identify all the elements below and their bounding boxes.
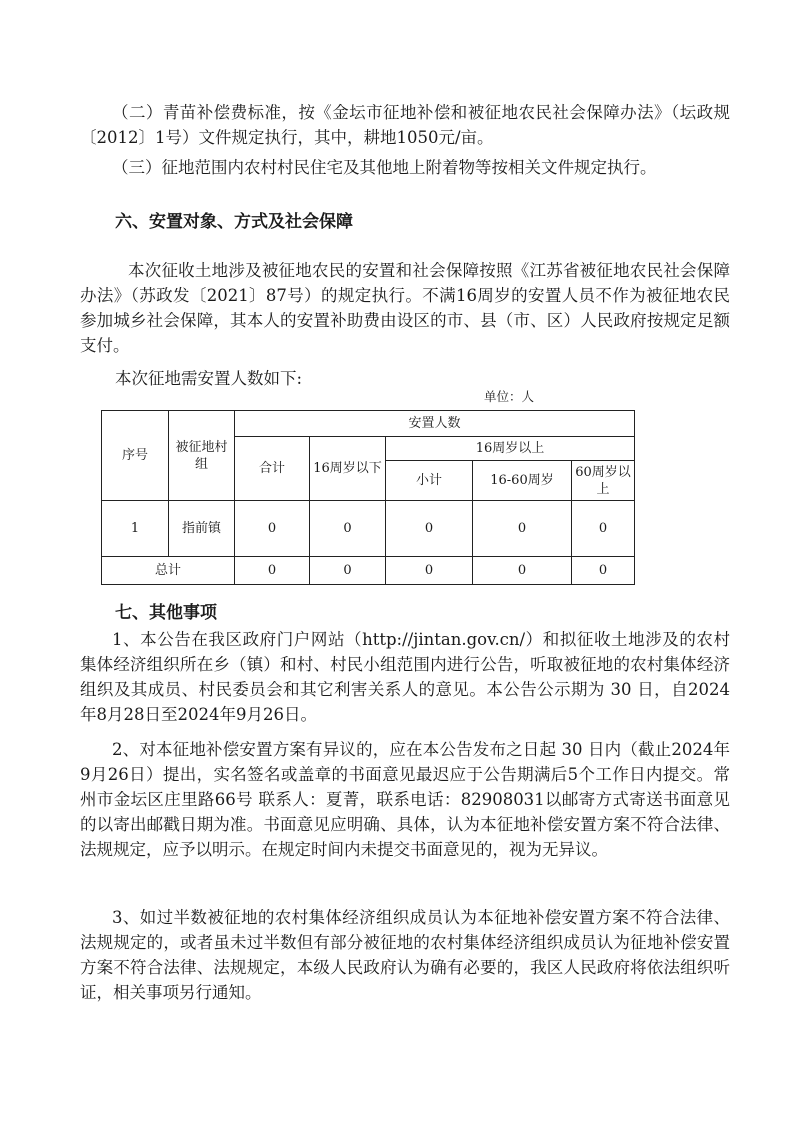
header-over60: 60周岁以上: [572, 461, 635, 501]
section-heading-seven: 七、其他事项: [115, 603, 217, 623]
header-over16: 16周岁以上: [386, 437, 635, 461]
cell-sum-over60: 0: [572, 557, 635, 585]
resettlement-table: [101, 410, 635, 585]
paragraph-social-security: 本次征收土地涉及被征地农民的安置和社会保障按照《江苏省被征地农民社会保障办法》（苏政发〔2021〕87号）的规定执行。不满16周岁的安置人员不作为被征地农民参加城乡社会保障，其本人的安置补助费由设区的市、县（市、区）人民政府按规定足额支付。: [80, 261, 730, 355]
header-group: 被征地村组: [169, 411, 235, 501]
header-resettle-count: 安置人数: [235, 411, 635, 437]
header-subtotal: 小计: [386, 461, 473, 501]
cell-sum-subtotal: 0: [386, 557, 473, 585]
cell-age16-60: 0: [473, 501, 572, 557]
table-row: [102, 501, 635, 557]
cell-group: 指前镇: [169, 501, 235, 557]
cell-under16: 0: [310, 501, 386, 557]
paragraph-objection: 2、对本征地补偿安置方案有异议的，应在本公告发布之日起 30 日内（截止2024年9月26日）提出，实名签名或盖章的书面意见最迟应于公告期满后5个工作日内提交。常州市金坛区庄里路66号 联系人：夏菁，联系电话：82908031以邮寄方式寄送书面意见的以寄出邮戳日期为准。书面意见应明确、具体，认为本征地补偿安置方案不符合法律、法规规定，应予以明示。在规定时间内未提交书面意见的，视为无异议。: [80, 740, 730, 859]
table-unit-label: 单位：人: [484, 389, 535, 404]
paragraph-table-intro: 本次征地需安置人数如下:: [115, 369, 303, 388]
header-age16-60: 16-60周岁: [473, 461, 572, 501]
paragraph-other-attachments: （三）征地范围内农村村民住宅及其他地上附着物等按相关文件规定执行。: [112, 158, 657, 177]
cell-sum-under16: 0: [310, 557, 386, 585]
paragraph-hearing: 3、如过半数被征地的农村集体经济组织成员认为本征地补偿安置方案不符合法律、法规规定的，或者虽未过半数但有部分被征地的农村集体经济组织成员认为征地补偿安置方案不符合法律、法规规定，本级人民政府认为确有必要的，我区人民政府将依法组织听证，相关事项另行通知。: [80, 908, 730, 1002]
cell-sum-label: 总计: [102, 557, 235, 585]
cell-sum-age16-60: 0: [473, 557, 572, 585]
cell-sum-total: 0: [235, 557, 310, 585]
cell-seq: 1: [102, 501, 169, 557]
paragraph-seedling-compensation: （二）青苗补偿费标准，按《金坛市征地补偿和被征地农民社会保障办法》（坛政规〔2012〕1号）文件规定执行，其中，耕地1050元/亩。: [80, 103, 730, 147]
section-heading-six: 六、安置对象、方式及社会保障: [115, 212, 353, 232]
paragraph-announcement: 1、本公告在我区政府门户网站（http://jintan.gov.cn/）和拟征收土地涉及的农村集体经济组织所在乡（镇）和村、村民小组范围内进行公告，听取被征地的农村集体经济组织及其成员、村民委员会和其它利害关系人的意见。本公告公示期为 30 日，自2024年8月28日至2024年9月26日。: [80, 630, 730, 724]
table-sum-row: [102, 557, 635, 585]
cell-subtotal: 0: [386, 501, 473, 557]
header-total: 合计: [235, 437, 310, 501]
cell-total: 0: [235, 501, 310, 557]
header-seq: 序号: [102, 411, 169, 501]
cell-over60: 0: [572, 501, 635, 557]
header-under16: 16周岁以下: [310, 437, 386, 501]
